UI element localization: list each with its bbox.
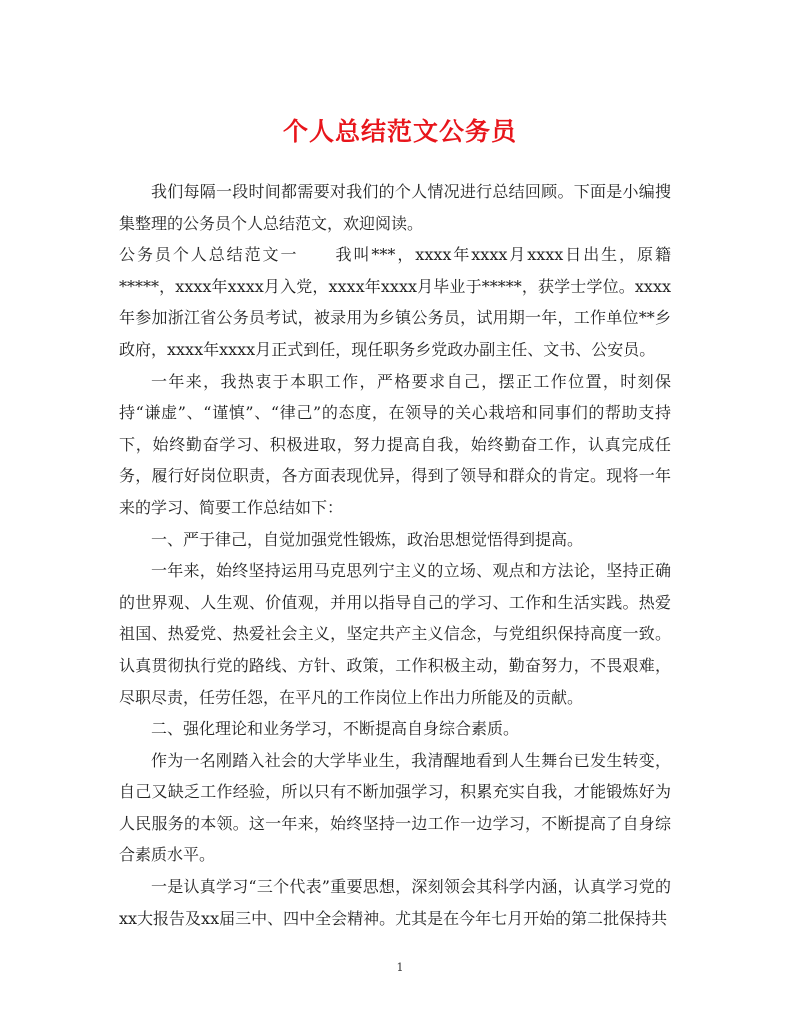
profile-text: 我叫***，xxxx年xxxx月xxxx日出生，原籍*****，xxxx年xxxx月入党，xxxx年xxxx月毕业于*****，获学士学位。xxxx年参加浙江省公务员考试，被录用为乡镇公务员，试用期一年，工作单位**乡政府，xxxx年xxxx月正式到任，现任职务乡党政办副主任、文书、公安员。 xyxy=(119,245,671,359)
study-detail-paragraph: 一是认真学习“三个代表”重要思想，深刻领会其科学内涵，认真学习党的xx大报告及xx届三中、四中全会精神。尤其是在今年七月开始的第二批保持共 xyxy=(119,877,671,928)
heading-one: 一、严于律己，自觉加强党性锻炼，政治思想觉悟得到提高。 xyxy=(151,529,584,549)
profile-paragraph xyxy=(119,239,671,365)
document-title: 个人总结范文公务员 xyxy=(282,117,517,146)
document-body xyxy=(119,176,671,934)
intro-paragraph: 我们每隔一段时间都需要对我们的个人情况进行总结回顾。下面是小编搜集整理的公务员个人总结范文，欢迎阅读。 xyxy=(119,182,671,233)
heading-two: 二、强化理论和业务学习，不断提高自身综合素质。 xyxy=(151,719,520,739)
overview-paragraph: 一年来，我热衷于本职工作，严格要求自己，摆正工作位置，时刻保持“谦虚”、“谨慎”、“律己”的态度，在领导的关心栽培和同事们的帮助支持下，始终勤奋学习、积极进取，努力提高自我，始终勤奋工作，认真完成任务，履行好岗位职责，各方面表现优异，得到了领导和群众的肯定。现将一年来的学习、简要工作总结如下： xyxy=(119,371,671,517)
study-paragraph: 作为一名刚踏入社会的大学毕业生，我清醒地看到人生舞台已发生转变，自己又缺乏工作经验，所以只有不断加强学习，积累充实自我，才能锻炼好为人民服务的本领。这一年来，始终坚持一边工作一边学习，不断提高了自身综合素质水平。 xyxy=(119,750,671,865)
section-label: 公务员个人总结范文一 xyxy=(119,245,299,265)
page-number: 1 xyxy=(396,961,404,974)
politics-paragraph: 一年来，始终坚持运用马克思列宁主义的立场、观点和方法论，坚持正确的世界观、人生观、价值观，并用以指导自己的学习、工作和生活实践。热爱祖国、热爱党、热爱社会主义，坚定共产主义信念，与党组织保持高度一致。认真贯彻执行党的路线、方针、政策，工作积极主动，勤奋努力，不畏艰难，尽职尽责，任劳任怨，在平凡的工作岗位上作出力所能及的贡献。 xyxy=(119,561,671,707)
